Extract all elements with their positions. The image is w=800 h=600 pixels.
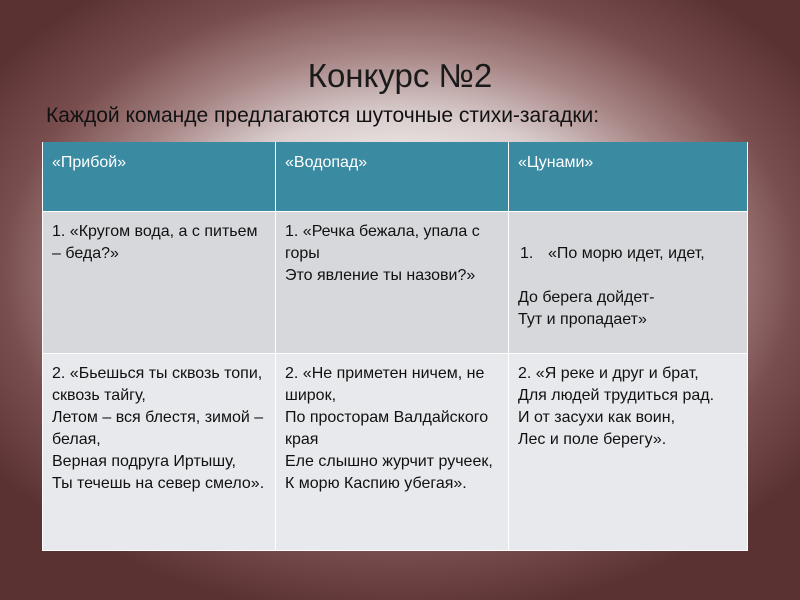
list-number: 1. bbox=[520, 245, 534, 262]
cell-priboy-2: 2. «Бьешься ты сквозь топи, сквозь тайгу, Летом – вся блестя, зимой – белая, Верная подруга Иртышу, Ты течешь на север смело». bbox=[43, 354, 276, 551]
header-priboy: «Прибой» bbox=[43, 142, 276, 212]
riddles-table bbox=[42, 142, 748, 551]
riddle-first-line: «По морю идет, идет, bbox=[548, 245, 705, 262]
cell-vodopad-2: 2. «Не приметен ничем, не широк, По просторам Валдайского края Еле слышно журчит ручеек, К морю Каспию убегая». bbox=[276, 354, 509, 551]
slide-subtitle: Каждой команде предлагаются шуточные стихи-загадки: bbox=[46, 104, 600, 127]
header-tsunami: «Цунами» bbox=[509, 142, 748, 212]
cell-vodopad-1: 1. «Речка бежала, упала с горы Это явление ты назови?» bbox=[276, 212, 509, 354]
riddle-rest: До берега дойдет- Тут и пропадает» bbox=[518, 289, 655, 328]
slide-title: Конкурс №2 bbox=[307, 57, 493, 94]
numbered-line bbox=[518, 243, 738, 265]
table-header-row bbox=[43, 142, 748, 212]
table-row bbox=[43, 354, 748, 551]
cell-tsunami-2: 2. «Я реке и друг и брат, Для людей трудиться рад. И от засухи как воин, Лес и поле берегу». bbox=[509, 354, 748, 551]
cell-tsunami-1 bbox=[509, 212, 748, 354]
cell-priboy-1: 1. «Кругом вода, а с питьем – беда?» bbox=[43, 212, 276, 354]
header-vodopad: «Водопад» bbox=[276, 142, 509, 212]
table-row bbox=[43, 212, 748, 354]
